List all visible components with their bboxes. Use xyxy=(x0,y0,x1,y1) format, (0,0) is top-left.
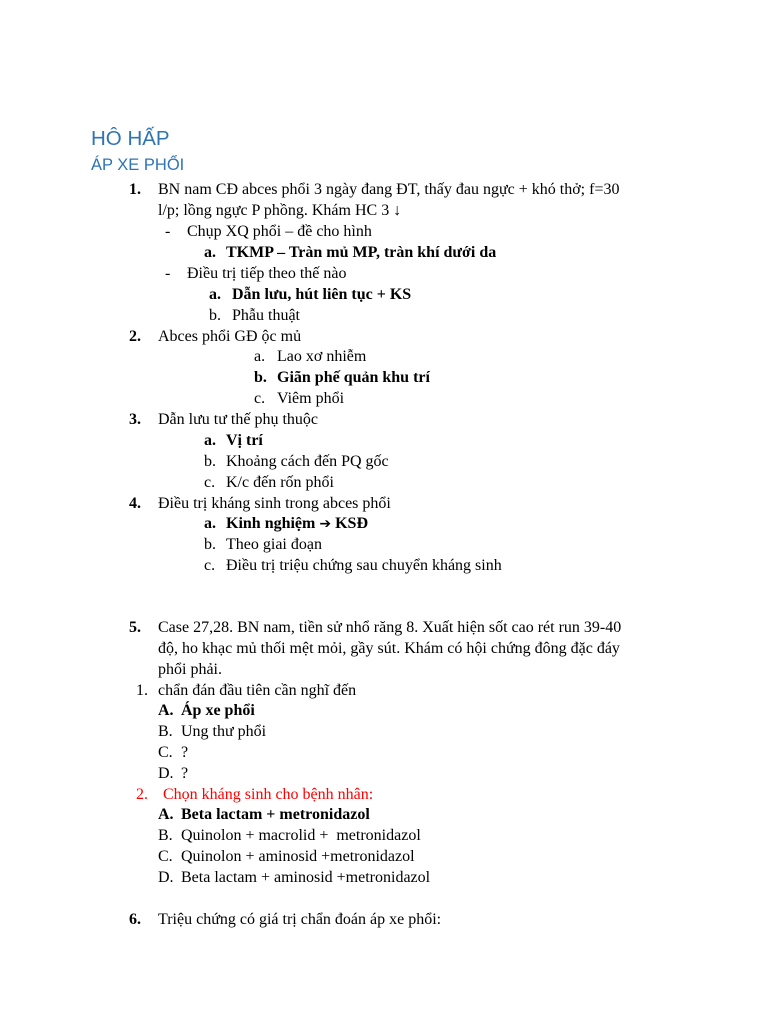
option-letter: c. xyxy=(204,557,216,574)
option-letter: b. xyxy=(204,453,216,470)
option-letter: D. xyxy=(158,765,174,782)
option-text: Theo giai đoạn xyxy=(226,536,322,553)
option-text: Điều trị triệu chứng sau chuyển kháng sinh xyxy=(226,557,502,574)
option-letter: a. xyxy=(204,432,216,449)
option-text: ? xyxy=(181,765,189,782)
sub-question-text: Chọn kháng sinh cho bệnh nhân: xyxy=(163,786,374,803)
option-text-answer: Giãn phế quản khu trí xyxy=(277,369,430,386)
sub-question-number: 2. xyxy=(136,786,148,803)
question-text: độ, ho khạc mủ thối mệt mỏi, gầy sút. Khám có hội chứng đông đặc đáy xyxy=(158,640,620,657)
option-text-answer: Vị trí xyxy=(226,432,263,449)
option-letter: A. xyxy=(158,806,174,823)
option-text-answer: Dẫn lưu, hút liên tục + KS xyxy=(232,286,412,303)
right-arrow-icon: ➔ xyxy=(319,516,332,532)
option-text: K/c đến rốn phổi xyxy=(226,474,334,491)
option-letter: C. xyxy=(158,744,173,761)
question-number: 1. xyxy=(129,181,141,198)
dash-bullet: - xyxy=(165,265,171,282)
sub-question-number: 1. xyxy=(136,682,148,699)
question-number: 2. xyxy=(129,328,141,345)
option-letter: B. xyxy=(158,723,173,740)
option-letter: A. xyxy=(158,702,174,719)
option-text: Khoảng cách đến PQ gốc xyxy=(226,453,389,470)
option-letter: b. xyxy=(204,536,216,553)
question-number: 6. xyxy=(129,911,141,928)
question-text: Triệu chứng có giá trị chẩn đoán áp xe phổi: xyxy=(158,911,442,928)
sub-question-text: Chụp XQ phổi – đề cho hình xyxy=(187,223,372,240)
option-letter: a. xyxy=(204,244,216,261)
option-letter: a. xyxy=(254,348,266,365)
section-heading: HÔ HẤP xyxy=(91,127,170,150)
option-letter: B. xyxy=(158,827,173,844)
option-text-answer xyxy=(226,514,368,534)
option-letter: C. xyxy=(158,848,173,865)
option-text-part: Kinh nghiệm xyxy=(226,515,316,532)
option-letter: a. xyxy=(209,286,221,303)
question-text: l/p; lồng ngực P phồng. Khám HC 3 ↓ xyxy=(158,202,402,219)
option-text: ? xyxy=(181,744,189,761)
dash-bullet: - xyxy=(165,223,171,240)
question-number: 4. xyxy=(129,495,141,512)
question-number: 3. xyxy=(129,411,141,428)
option-letter: c. xyxy=(204,474,216,491)
option-text: Viêm phổi xyxy=(277,390,345,407)
option-text: Beta lactam + aminosid +metronidazol xyxy=(181,869,431,886)
option-text: Ung thư phổi xyxy=(181,723,267,740)
option-text: Lao xơ nhiễm xyxy=(277,348,367,365)
option-letter: D. xyxy=(158,869,174,886)
sub-question-text: Điều trị tiếp theo thế nào xyxy=(187,265,347,282)
question-text: Dẫn lưu tư thế phụ thuộc xyxy=(158,411,318,428)
option-text: Phẫu thuật xyxy=(232,307,300,324)
option-letter: a. xyxy=(204,515,216,532)
option-text: Quinolon + aminosid +metronidazol xyxy=(181,848,415,865)
question-text: phổi phải. xyxy=(158,661,222,678)
option-text-answer: Áp xe phổi xyxy=(181,702,255,719)
option-text-answer: Beta lactam + metronidazol xyxy=(181,806,370,823)
question-number: 5. xyxy=(129,619,141,636)
question-text: BN nam CĐ abces phổi 3 ngày đang ĐT, thấy đau ngực + khó thở; f=30 xyxy=(158,181,620,198)
option-text: Quinolon + macrolid + metronidazol xyxy=(181,827,421,844)
question-text: Case 27,28. BN nam, tiền sử nhổ răng 8. Xuất hiện sốt cao rét run 39-40 xyxy=(158,619,622,636)
section-subheading: ÁP XE PHỔI xyxy=(91,156,185,174)
question-text: Điều trị kháng sinh trong abces phổi xyxy=(158,495,391,512)
option-letter: b. xyxy=(209,307,221,324)
option-text-answer: TKMP – Tràn mủ MP, tràn khí dưới da xyxy=(226,244,497,261)
sub-question-text: chẩn đán đầu tiên cần nghĩ đến xyxy=(158,682,357,699)
option-text-part: KSĐ xyxy=(335,515,368,532)
option-letter: c. xyxy=(254,390,266,407)
option-letter: b. xyxy=(254,369,267,386)
question-text: Abces phổi GĐ ộc mủ xyxy=(158,328,302,345)
